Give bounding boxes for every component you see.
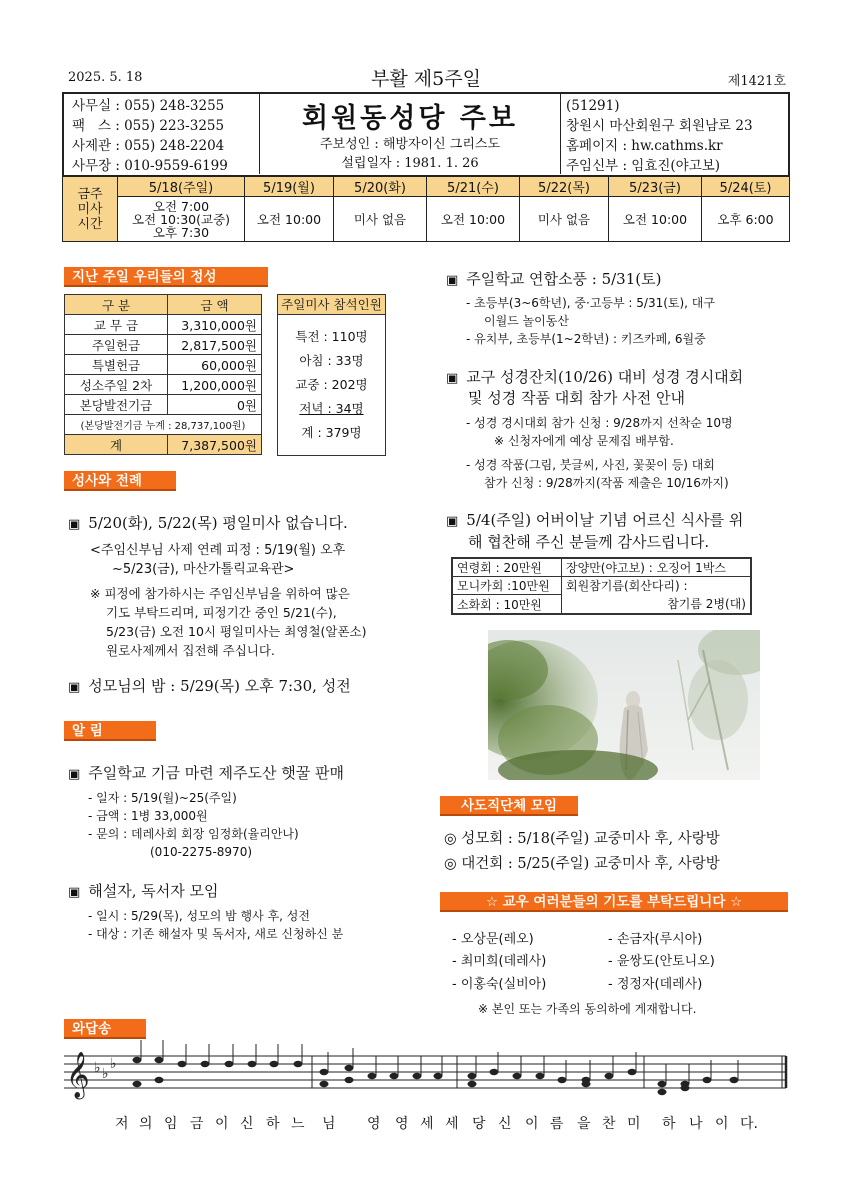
lyric-syllable: 다. (740, 1116, 758, 1132)
lyric-syllable: 금 (190, 1116, 204, 1132)
notice-line: (010-2275-8970) (150, 845, 253, 859)
music-note-lower (320, 1081, 329, 1087)
section-offering-title: 지난 주일 우리들의 정성 (64, 267, 268, 287)
notice-line: - 일시 : 5/29(목), 성모의 밤 행사 후, 성전 (88, 909, 310, 923)
liturgy-item-2-text: 성모님의 밤 : 5/29(목) 오후 7:30, 성전 (88, 677, 351, 695)
music-note-lower (681, 1085, 690, 1091)
music-staff (62, 1038, 788, 1108)
lyric-syllable: 영 (395, 1116, 409, 1132)
liturgy-item-2 (68, 675, 351, 696)
lyric-syllable: 하 (662, 1116, 676, 1132)
homepage: 홈페이지 : hw.cathms.kr (566, 138, 723, 154)
lyric-syllable: 을 (577, 1116, 591, 1132)
attendance-title: 주일미사 참석인원 (278, 295, 385, 315)
day-header: 5/22(목) (520, 177, 609, 197)
lyric-syllable: 저 (115, 1116, 129, 1132)
lyric-syllable: 하 (266, 1116, 280, 1132)
square-bullet-icon: ▣ (68, 767, 81, 782)
lyric-syllable: 느 (291, 1116, 305, 1132)
offering-row-label: 주일헌금 (65, 335, 168, 355)
day-header: 5/19(월) (245, 177, 334, 197)
lyric-syllable: 님 (322, 1116, 336, 1132)
lyric-syllable: 신 (240, 1116, 254, 1132)
contact-office: 사무실 : 055) 248-3255 (72, 98, 225, 114)
lyric-syllable: 름 (550, 1116, 564, 1132)
day-header: 5/23(금) (609, 177, 702, 197)
music-note (468, 1073, 477, 1079)
music-note (390, 1073, 399, 1079)
contact-list (72, 96, 228, 176)
prayer-name: - 최미희(데레사) (452, 954, 547, 969)
apostolate-line: ◎ 대건회 : 5/25(주일) 교중미사 후, 사랑방 (444, 856, 720, 872)
music-note (320, 1069, 329, 1075)
notice-line: - 대상 : 기존 해설자 및 독서자, 새로 신청하신 분 (88, 927, 344, 941)
offering-cumulative: (본당발전기금 누계 : 28,737,100원) (65, 415, 262, 435)
prayer-name: - 손금자(루시아) (608, 932, 703, 947)
parish-title-block (259, 94, 561, 174)
thanks-cell: 모니카회 :10만원 (452, 577, 562, 595)
right-line: - 성경 작품(그림, 붓글씨, 사진, 꽃꽂이 등) 대회 (466, 458, 715, 472)
music-note (178, 1061, 187, 1067)
mass-time: 미사 없음 (520, 197, 609, 242)
offering-table (64, 294, 262, 455)
thanks-cell: 소화회 : 10만원 (452, 595, 562, 614)
square-bullet-icon: ▣ (68, 885, 81, 900)
liturgy-note-line: 원로사제께서 집전해 주십니다. (106, 643, 275, 658)
attendance-row: 계 : 379명 (301, 425, 362, 440)
music-note (368, 1073, 377, 1079)
lyric-syllable: 임 (164, 1116, 178, 1132)
section-liturgy-title: 성사와 전례 (64, 471, 176, 491)
day-header: 5/24(토) (702, 177, 790, 197)
bulletin-date: 2025. 5. 18 (68, 70, 143, 85)
liturgy-item-1 (68, 512, 348, 533)
thanks-cell: 장양만(야고보) : 오징어 1박스 (562, 558, 752, 577)
right-line: - 초등부(3~6학년), 중·고등부 : 5/31(토), 대구 (466, 296, 715, 310)
right-item-3 (446, 509, 743, 530)
lyric-syllable: 이 (525, 1116, 539, 1132)
music-note (413, 1073, 422, 1079)
lyric-syllable: 찬 (602, 1116, 616, 1132)
mary-statue-illustration (488, 630, 760, 780)
music-note (536, 1073, 545, 1079)
thanks-cell-line: 참기름 2병(대) (667, 597, 746, 611)
music-note (490, 1069, 499, 1075)
offering-row-label: 교 무 금 (65, 315, 168, 335)
section-apostolate-title: 사도직단체 모임 (440, 796, 578, 816)
right-line: ※ 신청자에게 예상 문제집 배부함. (494, 434, 674, 448)
offering-row-value: 60,000원 (168, 355, 262, 375)
right-line: - 유치부, 초등부(1~2학년) : 키즈카페, 6월중 (466, 332, 706, 346)
address: 창원시 마산회원구 회원남로 23 (566, 118, 753, 134)
lyric-syllable: 이 (215, 1116, 229, 1132)
notice-item-1-text: 주일학교 기금 마련 제주도산 햇꿀 판매 (88, 764, 344, 782)
attendance-row: 저녁 : 34명 (299, 401, 364, 416)
music-note-lower (345, 1077, 354, 1083)
day-header: 5/18(주일) (118, 177, 245, 197)
music-note (703, 1077, 712, 1083)
lyric-syllable: 영 (367, 1116, 381, 1132)
lyric-syllable: 이 (715, 1116, 729, 1132)
thanks-cell (562, 577, 752, 615)
mass-time: 오전 10:00 (609, 197, 702, 242)
section-prayer-title: ☆ 교우 여러분들의 기도를 부탁드립니다 ☆ (440, 892, 788, 912)
thanks-table (451, 557, 752, 615)
music-note (345, 1065, 354, 1071)
thanks-cell: 연령회 : 20만원 (452, 558, 562, 577)
right-line: - 성경 경시대회 참가 신청 : 9/28까지 선착순 10명 (466, 416, 733, 430)
music-staff-svg (62, 1038, 788, 1108)
offering-row-label: 성소주일 2차 (65, 375, 168, 395)
offering-row-label: 본당발전기금 (65, 395, 168, 415)
lyric-syllable: 미 (627, 1116, 641, 1132)
svg-text:𝄞: 𝄞 (66, 1052, 90, 1098)
patron-saint: 주보성인 : 해방자이신 그리스도 (319, 137, 501, 152)
right-item-2-cont: 및 성경 작품 대회 참가 사전 안내 (468, 389, 685, 407)
lyric-syllable: 나 (689, 1116, 703, 1132)
music-note-lower (133, 1081, 142, 1087)
liturgical-title: 부활 제5주일 (371, 68, 481, 90)
music-note (434, 1073, 443, 1079)
offering-row-value: 1,200,000원 (168, 375, 262, 395)
attendance-row: 교중 : 202명 (295, 377, 368, 392)
offering-row-label: 특별헌금 (65, 355, 168, 375)
founding-date: 설립일자 : 1981. 1. 26 (341, 156, 479, 171)
music-note (133, 1057, 142, 1063)
prayer-name: - 오상문(레오) (452, 932, 534, 947)
attendance-row: 아침 : 33명 (299, 353, 364, 368)
section-song-title: 와답송 (64, 1019, 146, 1039)
offering-row-value: 2,817,500원 (168, 335, 262, 355)
svg-text:♭: ♭ (94, 1060, 101, 1076)
notice-line: - 금액 : 1병 33,000원 (88, 809, 208, 823)
liturgy-note-line: ※ 피정에 참가하시는 주임신부님을 위하여 많은 (90, 586, 350, 601)
right-item-2-text: 교구 성경잔치(10/26) 대비 성경 경시대회 (466, 368, 744, 386)
liturgy-note-line: 5/23(금) 오전 10시 평일미사는 최영철(알폰소) (106, 624, 367, 639)
notice-item-1 (68, 762, 344, 783)
thanks-cell-line: 회원참기름(회산다리) : (566, 579, 688, 593)
day-header: 5/20(화) (334, 177, 427, 197)
offering-row-value: 3,310,000원 (168, 315, 262, 335)
mary-statue-photo (488, 630, 760, 780)
svg-text:♭: ♭ (102, 1066, 109, 1082)
music-note (658, 1081, 667, 1087)
liturgy-note-line: 기도 부탁드리며, 피정기간 중인 5/21(수), (106, 605, 337, 620)
prayer-note: ※ 본인 또는 가족의 동의하에 게재합니다. (478, 1002, 697, 1016)
right-line: 이월드 놀이동산 (484, 314, 569, 328)
notice-item-2-text: 해설자, 독서자 모임 (88, 882, 219, 900)
mass-time: 미사 없음 (334, 197, 427, 242)
music-note (225, 1061, 234, 1067)
day-header: 5/21(수) (427, 177, 520, 197)
right-item-3-text: 5/4(주일) 어버이날 기념 어르신 식사를 위 (466, 511, 744, 529)
mass-time: 오전 7:00 오전 10:30(교중) 오후 7:30 (118, 197, 245, 242)
lyric-syllable: 세 (445, 1116, 459, 1132)
right-line: 참가 신청 : 9/28까지(작품 제출은 10/16까지) (484, 476, 729, 490)
issue-number: 제1421호 (727, 74, 786, 89)
mass-schedule-table (62, 176, 790, 242)
address-block (566, 96, 753, 176)
parish-name: 회원동성당 주보 (302, 103, 518, 134)
right-item-3-cont: 해 협찬해 주신 분들께 감사드립니다. (468, 533, 710, 551)
square-bullet-icon: ▣ (446, 514, 459, 529)
contact-secretary: 사무장 : 010-9559-6199 (72, 158, 228, 174)
music-note-lower (582, 1081, 591, 1087)
lyric-syllable: 당 (472, 1116, 486, 1132)
svg-text:♭: ♭ (110, 1056, 117, 1072)
mass-label: 금주 미사 시간 (63, 177, 118, 242)
notice-line: - 일자 : 5/19(월)~25(주일) (88, 791, 237, 805)
offering-col-amount: 금 액 (168, 295, 262, 315)
mass-time: 오후 6:00 (702, 197, 790, 242)
liturgy-item-1-text: 5/20(화), 5/22(목) 평일미사 없습니다. (88, 514, 348, 532)
mass-time: 오전 10:00 (427, 197, 520, 242)
square-bullet-icon: ▣ (446, 371, 459, 386)
prayer-name: - 윤쌍도(안토니오) (608, 954, 715, 969)
notice-item-2 (68, 880, 219, 901)
liturgy-item-1-sub: <주임신부님 사제 연례 피정 : 5/19(월) 오후 (90, 543, 346, 558)
liturgy-item-1-sub: ~5/23(금), 마산가톨릭교육관> (112, 562, 295, 577)
music-note-lower (468, 1081, 477, 1087)
lyric-syllable: 세 (420, 1116, 434, 1132)
contact-rectory: 사제관 : 055) 248-2204 (72, 138, 225, 154)
music-note (513, 1073, 522, 1079)
right-item-1-text: 주일학교 연합소풍 : 5/31(토) (466, 270, 662, 288)
square-bullet-icon: ▣ (68, 680, 81, 695)
contact-fax: 팩 스 : 055) 223-3255 (72, 118, 225, 134)
offering-row-value: 0원 (168, 395, 262, 415)
postal-code: (51291) (566, 98, 620, 114)
music-note (270, 1061, 279, 1067)
music-note (248, 1061, 257, 1067)
music-note (730, 1077, 739, 1083)
prayer-name: - 정정자(데레사) (608, 977, 703, 992)
prayer-name: - 이홍숙(실비아) (452, 977, 547, 992)
right-item-1 (446, 268, 661, 289)
section-notice-title: 알 림 (64, 721, 156, 741)
music-note (605, 1073, 614, 1079)
right-item-2 (446, 366, 743, 387)
top-line (62, 62, 790, 92)
header-box (62, 92, 790, 176)
lyric-syllable: 의 (139, 1116, 153, 1132)
music-note (201, 1061, 210, 1067)
music-note-lower (155, 1077, 164, 1083)
lyric-syllable: 신 (498, 1116, 512, 1132)
mass-time: 오전 10:00 (245, 197, 334, 242)
apostolate-line: ◎ 성모회 : 5/18(주일) 교중미사 후, 사랑방 (444, 831, 720, 847)
music-note-lower (658, 1089, 667, 1095)
offering-total-label: 계 (65, 435, 168, 455)
attendance-row: 특전 : 110명 (295, 329, 368, 344)
offering-total: 7,387,500원 (168, 435, 262, 455)
music-note (628, 1069, 637, 1075)
square-bullet-icon: ▣ (446, 273, 459, 288)
music-note (294, 1061, 303, 1067)
music-note (558, 1077, 567, 1083)
pastor: 주임신부 : 임효진(야고보) (566, 158, 721, 174)
attendance-box (277, 294, 386, 456)
notice-line: - 문의 : 데레사회 회장 임정화(율리안나) (88, 827, 299, 841)
offering-col-category: 구 분 (65, 295, 168, 315)
square-bullet-icon: ▣ (68, 517, 81, 532)
music-note (155, 1057, 164, 1063)
